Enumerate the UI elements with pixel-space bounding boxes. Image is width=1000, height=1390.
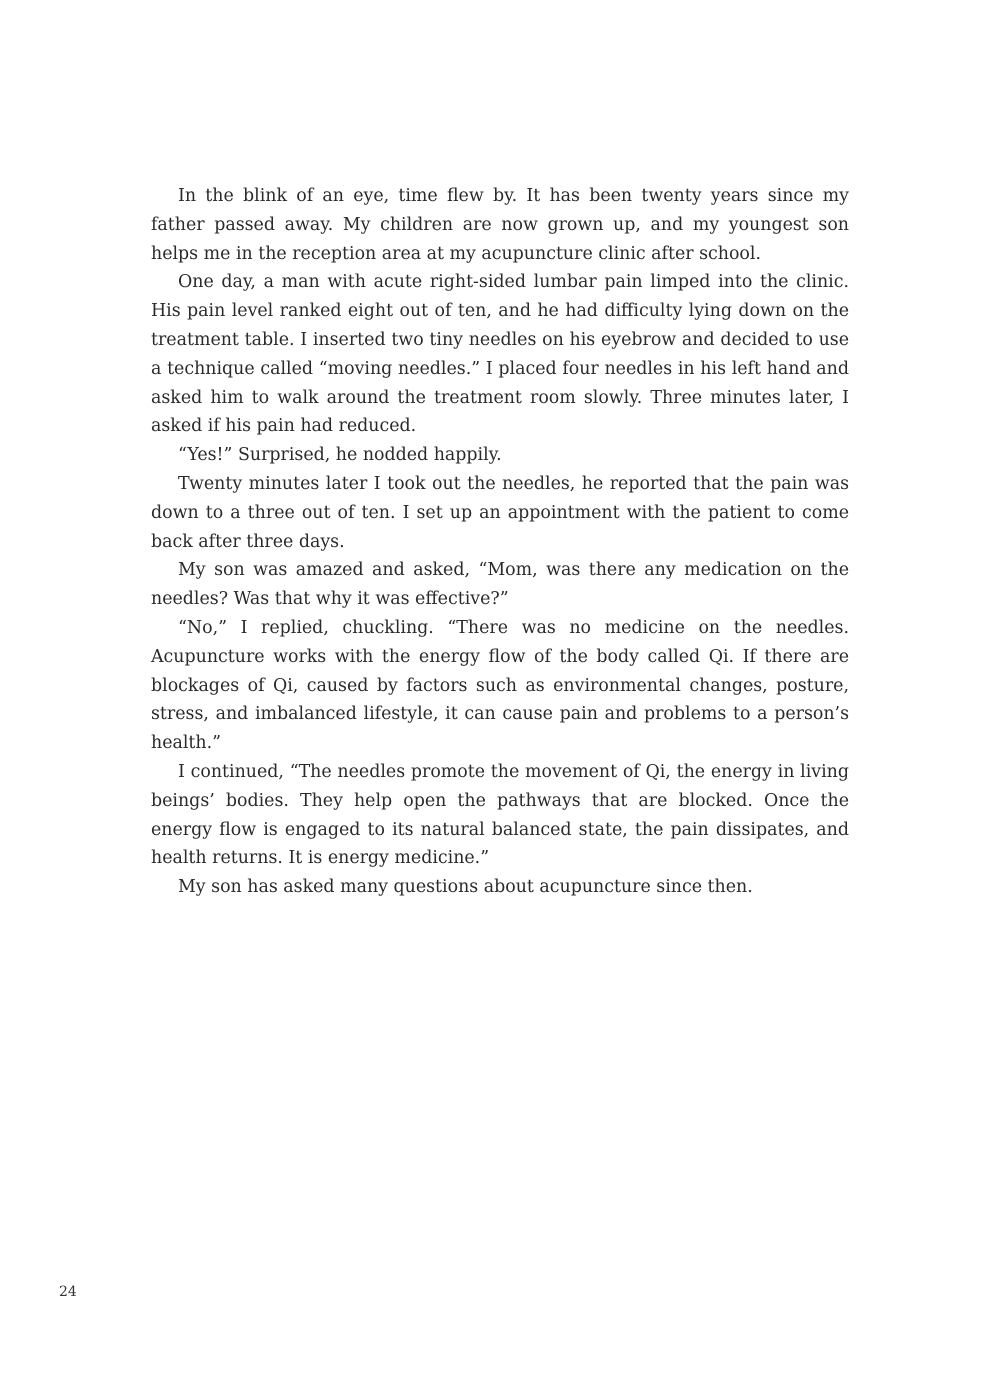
paragraph-4: Twenty minutes later I took out the needles, he reported that the pain was down to a three out of ten. I set up an appointment with the patient to come back after three days. xyxy=(151,473,849,552)
paragraph-6: “No,” I replied, chuckling. “There was no medicine on the needles. Acupuncture works with the energy flow of the body called Qi. If there are blockages of Qi, caused by factors such as environmental changes, posture, stress, and imbalanced lifestyle, it can cause pain and problems to a person’s health.” xyxy=(151,617,849,754)
paragraph-8: My son has asked many questions about acupuncture since then. xyxy=(178,877,753,898)
paragraph-1: In the blink of an eye, time flew by. It has been twenty years since my father passed away. My children are now grown up, and my youngest son helps me in the reception area at my acupuncture clinic after school. xyxy=(151,186,849,264)
body-text xyxy=(151,182,849,902)
paragraph-3: “Yes!” Surprised, he nodded happily. xyxy=(178,445,502,466)
paragraph-2: One day, a man with acute right-sided lumbar pain limped into the clinic. His pain level ranked eight out of ten, and he had difficulty lying down on the treatment table. I inserted two tiny needles on his eyebrow and decided to use a technique called “moving needles.” I placed four needles in his left hand and asked him to walk around the treatment room slowly. Three minutes later, I asked if his pain had reduced. xyxy=(151,272,849,437)
paragraph-5: My son was amazed and asked, “Mom, was there any medication on the needles? Was that why it was effective?” xyxy=(151,560,849,610)
page-number: 24 xyxy=(59,1284,77,1300)
paragraph-7: I continued, “The needles promote the movement of Qi, the energy in living beings’ bodies. They help open the pathways that are blocked. Once the energy flow is engaged to its natural balanced state, the pain dissipates, and health returns. It is energy medicine.” xyxy=(151,761,849,869)
